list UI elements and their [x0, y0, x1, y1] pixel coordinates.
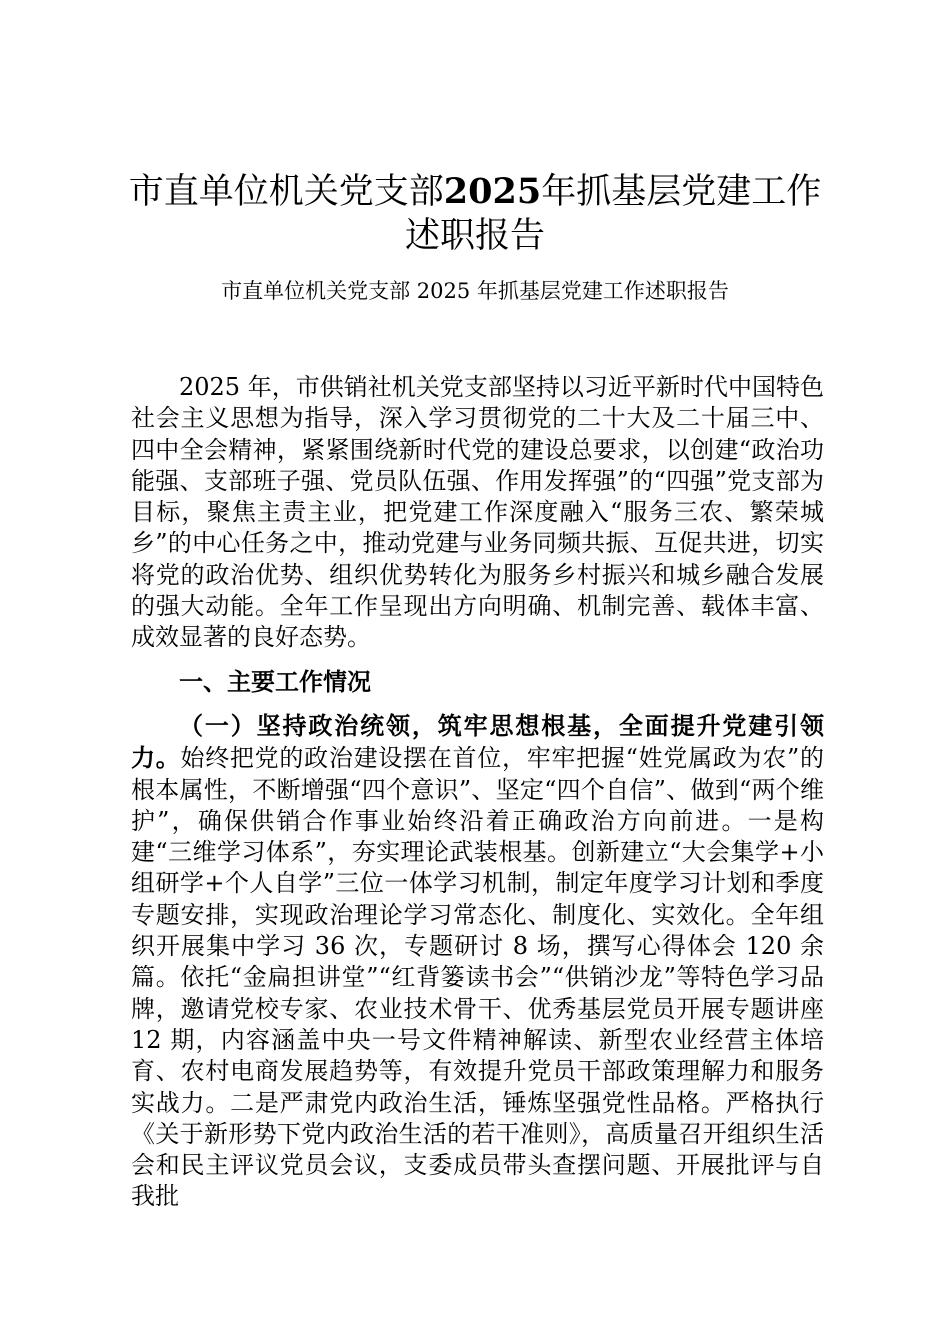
paragraph-text: 始终把党的政治建设摆在首位，牢牢把握“姓党属政为农”的根本属性，不断增强“四个意识”、坚定“四个自信”、做到“两个维护”，确保供销合作事业始终沿着正确政治方向前进。一是构建“三维学习体系”，夯实理论武装根基。创新建立“大会集学+小组研学+个人自学”三位一体学习机制，制定年度学习计划和季度专题安排，实现政治理论学习常态化、制度化、实效化。全年组织开展集中学习 36 次，专题研讨 8 场，撰写心得体会 120 余篇。依托“金扁担讲堂”“红背篓读书会”“供销沙龙”等特色学习品牌，邀请党校专家、农业技术骨干、优秀基层党员开展专题讲座 12 期，内容涵盖中央一号文件精神解读、新型农业经营主体培育、农村电商发展趋势等，有效提升党员干部政策理解力和服务实战力。二是严肃党内政治生活，锤炼坚强党性品格。严格执行《关于新形势下党内政治生活的若干准则》，高质量召开组织生活会和民主评议党员会议，支委成员带头查摆问题、开展批评与自我批 [131, 744, 824, 1211]
document-body [131, 372, 824, 1213]
section-heading: 一、主要工作情况 [179, 666, 371, 696]
title-line2: 述职报告 [404, 216, 545, 256]
document-subtitle: 市直单位机关党支部 2025 年抓基层党建工作述职报告 [221, 279, 729, 303]
document-title [100, 170, 850, 258]
title-year: 2025 [443, 171, 542, 212]
intro-paragraph: 2025 年，市供销社机关党支部坚持以习近平新时代中国特色社会主义思想为指导，深入学习贯彻党的二十大及二十届三中、四中全会精神，紧紧围绕新时代党的建设总要求，以创建“政治功能强、支部班子强、党员队伍强、作用发挥强”的“四强”党支部为目标，聚焦主责主业，把党建工作深度融入“服务三农、繁荣城乡”的中心任务之中，推动党建与业务同频共振、互促共进，切实将党的政治优势、组织优势转化为服务乡村振兴和城乡融合发展的强大动能。全年工作呈现出方向明确、机制完善、载体丰富、成效显著的良好态势。 [131, 373, 824, 652]
title-part2: 年抓基层党建工作 [541, 172, 822, 212]
paragraph-lead: （一）坚持政治统领，筑牢思想根基，全面提升党建引领力。 [131, 710, 824, 773]
title-part1: 市直单位机关党支部 [128, 172, 444, 212]
body-paragraph [131, 710, 824, 1213]
